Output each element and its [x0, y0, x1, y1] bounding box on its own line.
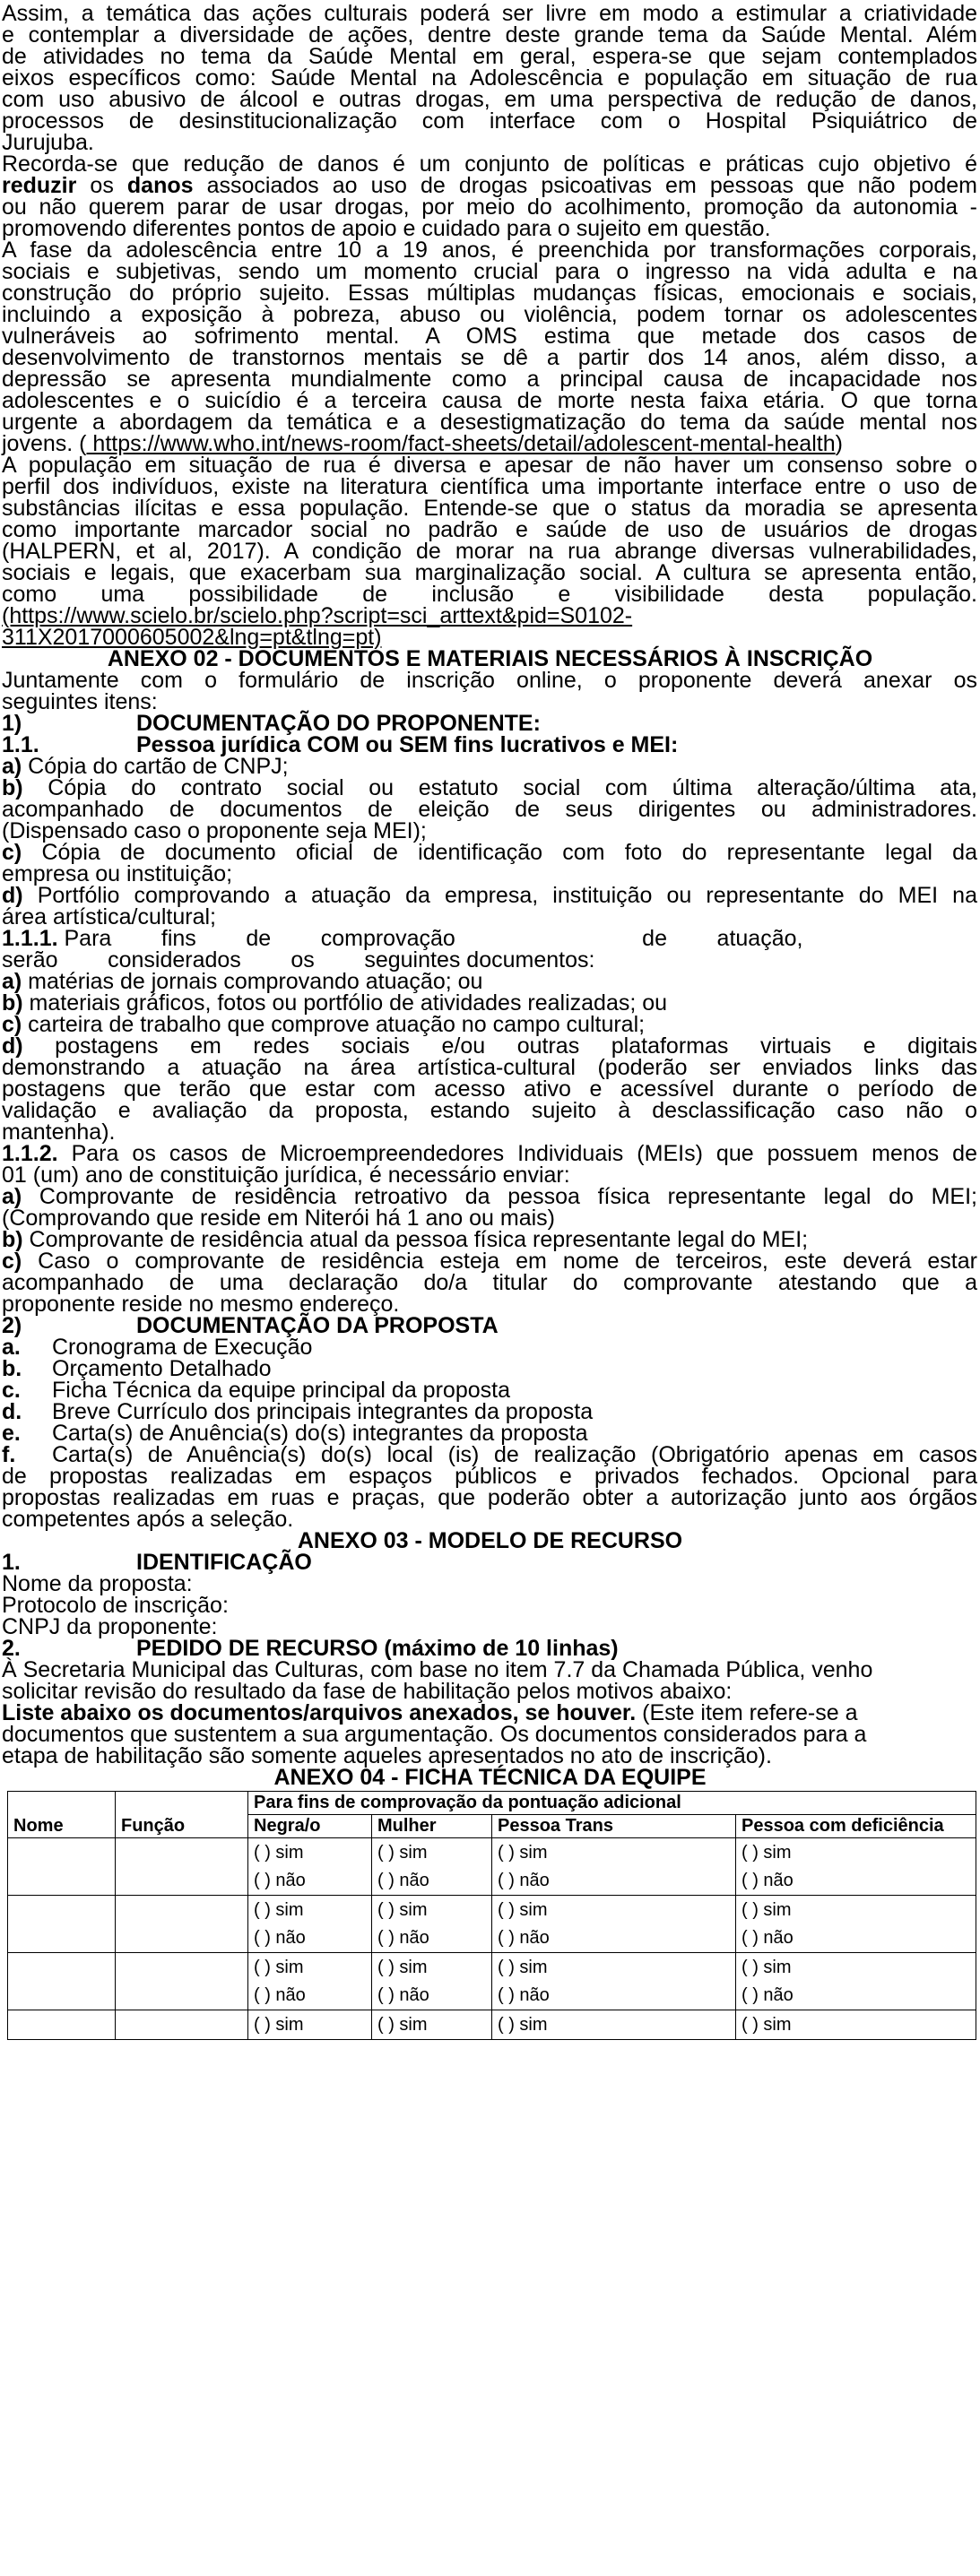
- paragraph-line: (Dispensado caso o proponente seja MEI);: [2, 818, 427, 843]
- paragraph-line: Jurujuba.: [2, 130, 94, 155]
- text-fragment: jovens. (: [2, 431, 87, 456]
- option-sim-checkbox[interactable]: ( ) sim: [742, 2015, 792, 2035]
- option-sim-checkbox[interactable]: ( ) sim: [498, 2015, 548, 2035]
- item-label: c): [2, 1249, 22, 1274]
- option-sim-checkbox[interactable]: ( ) sim: [377, 1900, 428, 1920]
- item-label: d.: [2, 1399, 22, 1424]
- item-label: a.: [2, 1335, 21, 1360]
- option-cell: [372, 1838, 492, 1896]
- section-number: 1): [2, 711, 22, 736]
- name-cell[interactable]: [8, 1896, 116, 1953]
- function-cell[interactable]: [116, 2010, 248, 2040]
- form-field-label: CNPJ da proponente:: [2, 1614, 218, 1639]
- item-label: c.: [2, 1378, 21, 1403]
- table-header-blank: [116, 1792, 248, 1815]
- text-fragment: associados ao uso de drogas psicoativas em pessoas que não podem: [193, 173, 978, 198]
- scielo-link-part[interactable]: 311X2017000605002&lng=pt&tlng=pt): [2, 625, 382, 650]
- table-row: [8, 1838, 976, 1896]
- table-row: [8, 1953, 976, 2010]
- paragraph-line: 01 (um) ano de constituição jurídica, é necessário enviar:: [2, 1163, 570, 1188]
- item-text: Comprovante de residência atual da pessoa física representante legal do MEI;: [22, 1227, 809, 1252]
- col-header-mulher: Mulher: [372, 1815, 492, 1838]
- paragraph-line: A população em situação de rua é diversa e apesar de não haver um consenso sobre o: [2, 453, 977, 478]
- item-text: Caso o comprovante de residência esteja em nome de terceiros, este deverá estar: [22, 1249, 977, 1274]
- option-cell: [736, 1953, 976, 2010]
- item-label: f.: [2, 1442, 16, 1467]
- paragraph-line: como importante marcador social no padrão e saúde de uso de usuários de drogas: [2, 517, 977, 542]
- section-number: 1.1.: [2, 732, 39, 757]
- option-cell: [736, 1896, 976, 1953]
- paragraph-line: incluindo a exposição à pobreza, abuso ou violência, podem tornar os adolescentes: [2, 302, 977, 327]
- col-header-nome: Nome: [8, 1815, 116, 1838]
- item-text: Ficha Técnica da equipe principal da proposta: [52, 1378, 510, 1403]
- item-text: materiais gráficos, fotos ou portfólio de atividades realizadas; ou: [22, 990, 668, 1016]
- option-cell: [248, 1953, 372, 2010]
- option-sim-checkbox[interactable]: ( ) sim: [254, 1958, 304, 1977]
- section-number: 2.: [2, 1636, 21, 1661]
- group-header: Para fins de comprovação da pontuação adicional: [248, 1792, 976, 1815]
- paragraph-line: Juntamente com o formulário de inscrição online, o proponente deverá anexar os: [2, 668, 977, 693]
- paragraph-line: construção do próprio sujeito. Essas múltiplas mudanças físicas, emocionais e sociais,: [2, 281, 977, 306]
- paragraph-line: documentos que sustentem a sua argumentação. Os documentos considerados para a: [2, 1722, 867, 1747]
- annex-02-title: ANEXO 02 - DOCUMENTOS E MATERIAIS NECESSÁRIOS À INSCRIÇÃO: [107, 646, 873, 671]
- paragraph-line: depressão se apresenta mundialmente como a principal causa de incapacidade nos: [2, 367, 977, 392]
- annex-03-title: ANEXO 03 - MODELO DE RECURSO: [297, 1528, 683, 1553]
- paragraph-line: propostas realizadas em ruas e praças, que poderão obter a autorização junto aos órgãos: [2, 1485, 977, 1510]
- item-text: Cópia do cartão de CNPJ;: [22, 754, 289, 779]
- table-header-row: [8, 1815, 976, 1838]
- bold-term: danos: [126, 173, 194, 198]
- form-field-label: Nome da proposta:: [2, 1571, 193, 1596]
- section-title: PEDIDO DE RECURSO (máximo de 10 linhas): [136, 1636, 619, 1661]
- item-label: d): [2, 883, 23, 908]
- option-cell: [492, 1838, 736, 1896]
- item-text: Carta(s) de Anuência(s) do(s) local (is) de realização (Obrigatório apenas em casos: [52, 1442, 977, 1467]
- option-nao-checkbox[interactable]: ( ) não: [254, 1928, 306, 1948]
- paragraph-line: validação e avaliação da proposta, estando sujeito à desclassificação caso não o: [2, 1098, 977, 1123]
- paragraph-line: eixos específicos como: Saúde Mental na Adolescência e população em situação de rua: [2, 65, 977, 91]
- paragraph-line: A fase da adolescência entre 10 a 19 anos, é preenchida por transformações corporais,: [2, 238, 977, 263]
- team-rows: [8, 1838, 976, 2040]
- function-cell[interactable]: [116, 1896, 248, 1953]
- team-sheet-table: [7, 1791, 976, 2040]
- item-text: Cópia do contrato social ou estatuto social com última alteração/última ata,: [22, 775, 977, 800]
- item-text: carteira de trabalho que comprove atuação no campo cultural;: [22, 1012, 646, 1037]
- option-cell: [372, 1896, 492, 1953]
- option-cell: [248, 2010, 372, 2040]
- paragraph-line: área artística/cultural;: [2, 904, 216, 929]
- option-nao-checkbox[interactable]: ( ) não: [377, 1928, 429, 1948]
- item-text: Carta(s) de Anuência(s) do(s) integrantes da proposta: [52, 1421, 588, 1446]
- section-title: IDENTIFICAÇÃO: [136, 1550, 312, 1575]
- section-title: DOCUMENTAÇÃO DA PROPOSTA: [136, 1313, 499, 1338]
- item-text: Para fins de comprovação de atuação,: [57, 926, 803, 951]
- item-text: postagens em redes sociais e/ou outras plataformas virtuais e digitais: [22, 1033, 977, 1059]
- paragraph-line: acompanhado de uma declaração do/a titular do comprovante atestando que a: [2, 1270, 977, 1295]
- paragraph-line: competentes após a seleção.: [2, 1507, 294, 1532]
- paragraph-line: serão considerados os seguintes documentos:: [2, 947, 595, 972]
- section-number: 2): [2, 1313, 22, 1338]
- col-header-funcao: Função: [116, 1815, 248, 1838]
- paragraph-line: Assim, a temática das ações culturais poderá ser livre em modo a estimular a criatividade: [2, 1, 977, 26]
- bold-instruction: Liste abaixo os documentos/arquivos anexados, se houver.: [2, 1700, 637, 1725]
- section-title: DOCUMENTAÇÃO DO PROPONENTE:: [136, 711, 541, 736]
- option-cell: [736, 1838, 976, 1896]
- paragraph-line: etapa de habilitação são somente aqueles apresentados no ato de inscrição).: [2, 1743, 772, 1768]
- option-nao-checkbox[interactable]: ( ) não: [377, 1985, 429, 2005]
- item-label: b): [2, 990, 23, 1016]
- option-sim-checkbox[interactable]: ( ) sim: [254, 1900, 304, 1920]
- paragraph-line: urgente a abordagem da temática e a desestigmatização do tema da saúde mental nos: [2, 410, 977, 435]
- option-nao-checkbox[interactable]: ( ) não: [742, 1928, 794, 1948]
- section-number: 1.: [2, 1550, 21, 1575]
- option-sim-checkbox[interactable]: ( ) sim: [377, 1843, 428, 1863]
- item-label: d): [2, 1033, 23, 1059]
- col-header-deficiencia: Pessoa com deficiência: [736, 1815, 976, 1838]
- item-text: Cópia de documento oficial de identificação com foto do representante legal da: [22, 840, 977, 865]
- option-sim-checkbox[interactable]: ( ) sim: [742, 1900, 792, 1920]
- item-label: b): [2, 1227, 23, 1252]
- option-cell: [248, 1838, 372, 1896]
- item-label: c): [2, 1012, 22, 1037]
- item-text: Orçamento Detalhado: [52, 1356, 272, 1381]
- text-fragment: ): [835, 431, 843, 456]
- option-sim-checkbox[interactable]: ( ) sim: [742, 1843, 792, 1863]
- paragraph-line: promovendo diferentes pontos de apoio e cuidado para o sujeito em questão.: [2, 216, 771, 241]
- option-cell: [492, 1896, 736, 1953]
- paragraph-line: empresa ou instituição;: [2, 861, 233, 886]
- paragraph-line: como uma possibilidade de inclusão e visibilidade desta população.: [2, 582, 977, 607]
- item-text: matérias de jornais comprovando atuação; ou: [22, 969, 483, 994]
- option-nao-checkbox[interactable]: ( ) não: [254, 1985, 306, 2005]
- paragraph-line: sociais e legais, que exacerbam sua marginalização social. A cultura se apresenta então,: [2, 560, 977, 585]
- option-cell: [372, 1953, 492, 2010]
- paragraph-line: acompanhado de documentos de eleição de seus dirigentes ou administradores.: [2, 797, 977, 822]
- paragraph-line: mantenha).: [2, 1119, 116, 1145]
- text-fragment: (Este item refere-se a: [636, 1700, 858, 1725]
- option-sim-checkbox[interactable]: ( ) sim: [254, 1843, 304, 1863]
- bold-term: reduzir: [2, 173, 77, 198]
- item-text: Portfólio comprovando a atuação da empresa, instituição ou representante do MEI na: [22, 883, 977, 908]
- paragraph-line: (Comprovando que reside em Niterói há 1 ano ou mais): [2, 1206, 555, 1231]
- item-text: Para os casos de Microempreendedores Individuais (MEIs) que possuem menos de: [57, 1141, 977, 1166]
- paragraph-line: processos de desinstitucionalização com interface com o Hospital Psiquiátrico de: [2, 108, 977, 134]
- item-label: a): [2, 1184, 22, 1209]
- option-cell: [248, 1896, 372, 1953]
- option-cell: [736, 2010, 976, 2040]
- form-field-label: Protocolo de inscrição:: [2, 1593, 229, 1618]
- paragraph-line: (HALPERN, et al, 2017). A condição de morar na rua abrange diversas vulnerabilidades,: [2, 539, 977, 564]
- table-row: [8, 1896, 976, 1953]
- item-text: Breve Currículo dos principais integrantes da proposta: [52, 1399, 594, 1424]
- option-cell: [372, 2010, 492, 2040]
- option-sim-checkbox[interactable]: ( ) sim: [254, 2015, 304, 2035]
- option-cell: [492, 1953, 736, 2010]
- item-label: a): [2, 754, 22, 779]
- paragraph-line: proponente reside no mesmo endereço.: [2, 1292, 400, 1317]
- text-fragment: os: [76, 173, 127, 198]
- paragraph-line: seguintes itens:: [2, 689, 158, 714]
- paragraph-line: Recorda-se que redução de danos é um conjunto de políticas e práticas cujo objetivo é: [2, 151, 977, 177]
- item-label: a): [2, 969, 22, 994]
- paragraph-line: desenvolvimento de transtornos mentais se dê a partir dos 14 anos, além disso, a: [2, 345, 977, 370]
- paragraph-line: e contemplar a diversidade de ações, dentre deste grande tema da Saúde Mental. Além: [2, 22, 977, 48]
- name-cell[interactable]: [8, 1838, 116, 1896]
- paragraph-line: de atividades no tema da Saúde Mental em geral, espera-se que sejam contemplados: [2, 44, 977, 69]
- option-nao-checkbox[interactable]: ( ) não: [498, 1985, 550, 2005]
- paragraph-line: sociais e subjetivas, sendo um momento crucial para o ingresso na vida adulta e na: [2, 259, 977, 284]
- paragraph-line: de propostas realizadas em espaços públicos e privados fechados. Opcional para: [2, 1464, 977, 1489]
- who-link[interactable]: https://www.who.int/news-room/fact-sheets/detail/adolescent-mental-health: [86, 431, 836, 456]
- item-label: c): [2, 840, 22, 865]
- table-header-blank: [8, 1792, 116, 1815]
- option-nao-checkbox[interactable]: ( ) não: [377, 1871, 429, 1890]
- paragraph-line: solicitar revisão do resultado da fase de habilitação pelos motivos abaixo:: [2, 1679, 733, 1704]
- item-label: b): [2, 775, 23, 800]
- item-label: b.: [2, 1356, 22, 1381]
- function-cell[interactable]: [116, 1953, 248, 2010]
- option-sim-checkbox[interactable]: ( ) sim: [498, 1900, 548, 1920]
- col-header-trans: Pessoa Trans: [492, 1815, 736, 1838]
- paragraph-line: substâncias ilícitas e essa população. Entende-se que o status da moradia se apresenta: [2, 496, 977, 521]
- option-sim-checkbox[interactable]: ( ) sim: [377, 2015, 428, 2035]
- option-sim-checkbox[interactable]: ( ) sim: [498, 1843, 548, 1863]
- item-label: 1.1.2.: [2, 1141, 58, 1166]
- paragraph-line: À Secretaria Municipal das Culturas, com base no item 7.7 da Chamada Pública, venho: [2, 1657, 873, 1682]
- name-cell[interactable]: [8, 2010, 116, 2040]
- paragraph-line: vulneráveis ao sofrimento mental. A OMS estima que metade dos casos de: [2, 324, 977, 349]
- paragraph-line: perfil dos indivíduos, existe na literatura científica uma importante interface entre o uso de: [2, 474, 977, 499]
- item-label: e.: [2, 1421, 21, 1446]
- function-cell[interactable]: [116, 1838, 248, 1896]
- option-sim-checkbox[interactable]: ( ) sim: [377, 1958, 428, 1977]
- item-text: Comprovante de residência retroativo da pessoa física representante legal do MEI;: [22, 1184, 977, 1209]
- option-nao-checkbox[interactable]: ( ) não: [742, 1985, 794, 2005]
- name-cell[interactable]: [8, 1953, 116, 2010]
- scielo-link-part[interactable]: (https://www.scielo.br/scielo.php?script=sci_arttext&pid=S0102-: [2, 603, 633, 628]
- paragraph-line: postagens que terão que estar com acesso ativo e acessível durante o período de: [2, 1076, 977, 1102]
- option-nao-checkbox[interactable]: ( ) não: [254, 1871, 306, 1890]
- paragraph-line: adolescentes e o suicídio é a terceira causa de morte nesta faixa etária. O que torna: [2, 388, 977, 413]
- option-sim-checkbox[interactable]: ( ) sim: [742, 1958, 792, 1977]
- table-group-header-row: [8, 1792, 976, 1815]
- col-header-negra: Negra/o: [248, 1815, 372, 1838]
- option-sim-checkbox[interactable]: ( ) sim: [498, 1958, 548, 1977]
- annex-04-title: ANEXO 04 - FICHA TÉCNICA DA EQUIPE: [273, 1765, 707, 1790]
- table-row: [8, 2010, 976, 2040]
- option-cell: [492, 2010, 736, 2040]
- option-nao-checkbox[interactable]: ( ) não: [742, 1871, 794, 1890]
- paragraph-line: ou não querem parar de usar drogas, por meio do acolhimento, promoção da autonomia -: [2, 194, 977, 220]
- item-label: 1.1.1.: [2, 926, 58, 951]
- option-nao-checkbox[interactable]: ( ) não: [498, 1871, 550, 1890]
- paragraph-line: demonstrando a atuação na área artística-cultural (poderão ser enviados links das: [2, 1055, 977, 1080]
- item-text: Cronograma de Execução: [52, 1335, 313, 1360]
- paragraph-line: com uso abusivo de álcool e outras drogas, em uma perspectiva de redução de danos,: [2, 87, 977, 112]
- option-nao-checkbox[interactable]: ( ) não: [498, 1928, 550, 1948]
- section-title: Pessoa jurídica COM ou SEM fins lucrativos e MEI:: [136, 732, 679, 757]
